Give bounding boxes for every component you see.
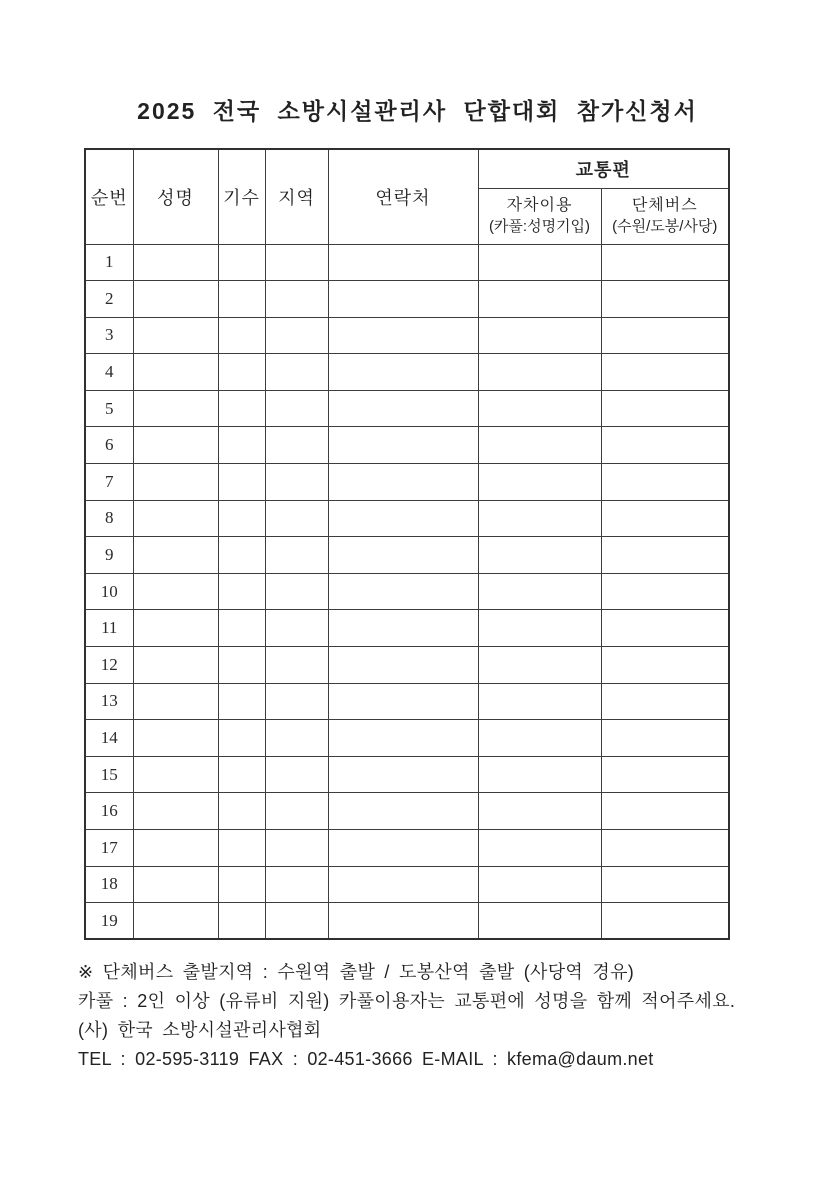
bus-cell bbox=[601, 756, 729, 793]
bus-cell bbox=[601, 866, 729, 903]
bus-label: 단체버스 bbox=[631, 197, 698, 215]
cohort-cell bbox=[218, 537, 265, 574]
footer-notes bbox=[78, 958, 735, 1074]
table-body bbox=[85, 244, 729, 939]
region-cell bbox=[265, 354, 328, 391]
cohort-cell bbox=[218, 427, 265, 464]
bus-cell bbox=[601, 610, 729, 647]
name-cell bbox=[133, 537, 218, 574]
contact-cell bbox=[328, 317, 478, 354]
own-car-cell bbox=[478, 390, 601, 427]
table-header bbox=[85, 149, 729, 244]
name-cell bbox=[133, 720, 218, 757]
own-car-cell bbox=[478, 537, 601, 574]
name-cell bbox=[133, 354, 218, 391]
name-cell bbox=[133, 647, 218, 684]
name-cell bbox=[133, 500, 218, 537]
name-cell bbox=[133, 427, 218, 464]
table-row bbox=[85, 793, 729, 830]
table-row bbox=[85, 573, 729, 610]
bus-cell bbox=[601, 903, 729, 940]
row-number: 11 bbox=[85, 610, 133, 647]
own-car-cell bbox=[478, 281, 601, 318]
name-cell bbox=[133, 464, 218, 501]
own-car-label: 자차이용 bbox=[506, 197, 573, 215]
own-car-cell bbox=[478, 610, 601, 647]
cohort-cell bbox=[218, 500, 265, 537]
contact-cell bbox=[328, 720, 478, 757]
table-row bbox=[85, 647, 729, 684]
cohort-cell bbox=[218, 756, 265, 793]
row-number: 6 bbox=[85, 427, 133, 464]
region-cell bbox=[265, 610, 328, 647]
bus-cell bbox=[601, 683, 729, 720]
column-header-transport: 교통편 bbox=[478, 149, 729, 188]
table-row bbox=[85, 610, 729, 647]
region-cell bbox=[265, 573, 328, 610]
cohort-cell bbox=[218, 573, 265, 610]
bus-cell bbox=[601, 354, 729, 391]
contact-cell bbox=[328, 390, 478, 427]
row-number: 7 bbox=[85, 464, 133, 501]
row-number: 18 bbox=[85, 866, 133, 903]
table-row bbox=[85, 903, 729, 940]
row-number: 1 bbox=[85, 244, 133, 281]
name-cell bbox=[133, 756, 218, 793]
region-cell bbox=[265, 427, 328, 464]
bus-cell bbox=[601, 537, 729, 574]
column-header-own-car bbox=[478, 188, 601, 244]
row-number: 5 bbox=[85, 390, 133, 427]
own-car-cell bbox=[478, 354, 601, 391]
region-cell bbox=[265, 756, 328, 793]
bus-cell bbox=[601, 830, 729, 867]
own-car-cell bbox=[478, 573, 601, 610]
own-car-cell bbox=[478, 500, 601, 537]
row-number: 8 bbox=[85, 500, 133, 537]
note-line: ※ 단체버스 출발지역 : 수원역 출발 / 도봉산역 출발 (사당역 경유) bbox=[78, 962, 635, 982]
bus-cell bbox=[601, 244, 729, 281]
column-header-region: 지역 bbox=[265, 149, 328, 244]
own-car-cell bbox=[478, 756, 601, 793]
bus-cell bbox=[601, 390, 729, 427]
own-car-cell bbox=[478, 720, 601, 757]
cohort-cell bbox=[218, 317, 265, 354]
table-row bbox=[85, 281, 729, 318]
bus-cell bbox=[601, 793, 729, 830]
own-car-cell bbox=[478, 683, 601, 720]
row-number: 13 bbox=[85, 683, 133, 720]
row-number: 17 bbox=[85, 830, 133, 867]
table-row bbox=[85, 464, 729, 501]
cohort-cell bbox=[218, 647, 265, 684]
column-header-contact: 연락처 bbox=[328, 149, 478, 244]
region-cell bbox=[265, 537, 328, 574]
region-cell bbox=[265, 317, 328, 354]
name-cell bbox=[133, 573, 218, 610]
contact-cell bbox=[328, 537, 478, 574]
table-row bbox=[85, 756, 729, 793]
table-row bbox=[85, 720, 729, 757]
note-line: TEL : 02-595-3119 FAX : 02-451-3666 E-MAIL : kfema@daum.net bbox=[78, 1049, 654, 1069]
cohort-cell bbox=[218, 720, 265, 757]
name-cell bbox=[133, 830, 218, 867]
name-cell bbox=[133, 866, 218, 903]
name-cell bbox=[133, 244, 218, 281]
cohort-cell bbox=[218, 464, 265, 501]
own-car-cell bbox=[478, 464, 601, 501]
cohort-cell bbox=[218, 683, 265, 720]
bus-sublabel: (수원/도봉/사당) bbox=[612, 218, 718, 236]
row-number: 14 bbox=[85, 720, 133, 757]
contact-cell bbox=[328, 756, 478, 793]
row-number: 4 bbox=[85, 354, 133, 391]
cohort-cell bbox=[218, 281, 265, 318]
page-title: 2025 전국 소방시설관리사 단합대회 참가신청서 bbox=[137, 98, 698, 124]
cohort-cell bbox=[218, 390, 265, 427]
own-car-cell bbox=[478, 427, 601, 464]
region-cell bbox=[265, 390, 328, 427]
cohort-cell bbox=[218, 830, 265, 867]
table-row bbox=[85, 427, 729, 464]
row-number: 12 bbox=[85, 647, 133, 684]
region-cell bbox=[265, 683, 328, 720]
name-cell bbox=[133, 610, 218, 647]
column-header-cohort: 기수 bbox=[218, 149, 265, 244]
bus-cell bbox=[601, 427, 729, 464]
contact-cell bbox=[328, 281, 478, 318]
contact-cell bbox=[328, 830, 478, 867]
column-header-no: 순번 bbox=[85, 149, 133, 244]
region-cell bbox=[265, 720, 328, 757]
table-row bbox=[85, 830, 729, 867]
column-header-bus bbox=[601, 188, 729, 244]
region-cell bbox=[265, 830, 328, 867]
table-row bbox=[85, 354, 729, 391]
row-number: 2 bbox=[85, 281, 133, 318]
own-car-cell bbox=[478, 317, 601, 354]
bus-cell bbox=[601, 573, 729, 610]
name-cell bbox=[133, 281, 218, 318]
own-car-cell bbox=[478, 647, 601, 684]
region-cell bbox=[265, 793, 328, 830]
region-cell bbox=[265, 866, 328, 903]
contact-cell bbox=[328, 354, 478, 391]
row-number: 16 bbox=[85, 793, 133, 830]
table-row bbox=[85, 866, 729, 903]
region-cell bbox=[265, 281, 328, 318]
contact-cell bbox=[328, 573, 478, 610]
contact-cell bbox=[328, 464, 478, 501]
bus-cell bbox=[601, 464, 729, 501]
region-cell bbox=[265, 647, 328, 684]
own-car-sublabel: (카풀:성명기입) bbox=[488, 218, 591, 236]
cohort-cell bbox=[218, 610, 265, 647]
column-header-name: 성명 bbox=[133, 149, 218, 244]
row-number: 9 bbox=[85, 537, 133, 574]
cohort-cell bbox=[218, 793, 265, 830]
region-cell bbox=[265, 903, 328, 940]
name-cell bbox=[133, 793, 218, 830]
name-cell bbox=[133, 903, 218, 940]
name-cell bbox=[133, 390, 218, 427]
note-line: 카풀 : 2인 이상 (유류비 지원) 카풀이용자는 교통편에 성명을 함께 적어주세요. bbox=[78, 991, 736, 1011]
table-row bbox=[85, 500, 729, 537]
own-car-cell bbox=[478, 903, 601, 940]
bus-cell bbox=[601, 500, 729, 537]
contact-cell bbox=[328, 647, 478, 684]
contact-cell bbox=[328, 683, 478, 720]
region-cell bbox=[265, 464, 328, 501]
cohort-cell bbox=[218, 903, 265, 940]
contact-cell bbox=[328, 610, 478, 647]
contact-cell bbox=[328, 244, 478, 281]
bus-cell bbox=[601, 317, 729, 354]
note-line: (사) 한국 소방시설관리사협회 bbox=[78, 1020, 322, 1040]
table-row bbox=[85, 317, 729, 354]
contact-cell bbox=[328, 866, 478, 903]
cohort-cell bbox=[218, 244, 265, 281]
bus-cell bbox=[601, 281, 729, 318]
application-table bbox=[84, 148, 730, 940]
table-row bbox=[85, 390, 729, 427]
row-number: 3 bbox=[85, 317, 133, 354]
name-cell bbox=[133, 317, 218, 354]
row-number: 19 bbox=[85, 903, 133, 940]
table-row bbox=[85, 244, 729, 281]
contact-cell bbox=[328, 903, 478, 940]
bus-cell bbox=[601, 720, 729, 757]
contact-cell bbox=[328, 793, 478, 830]
region-cell bbox=[265, 244, 328, 281]
own-car-cell bbox=[478, 830, 601, 867]
name-cell bbox=[133, 683, 218, 720]
row-number: 15 bbox=[85, 756, 133, 793]
contact-cell bbox=[328, 500, 478, 537]
region-cell bbox=[265, 500, 328, 537]
contact-cell bbox=[328, 427, 478, 464]
own-car-cell bbox=[478, 793, 601, 830]
table-row bbox=[85, 537, 729, 574]
own-car-cell bbox=[478, 244, 601, 281]
cohort-cell bbox=[218, 354, 265, 391]
table-row bbox=[85, 683, 729, 720]
row-number: 10 bbox=[85, 573, 133, 610]
own-car-cell bbox=[478, 866, 601, 903]
bus-cell bbox=[601, 647, 729, 684]
cohort-cell bbox=[218, 866, 265, 903]
